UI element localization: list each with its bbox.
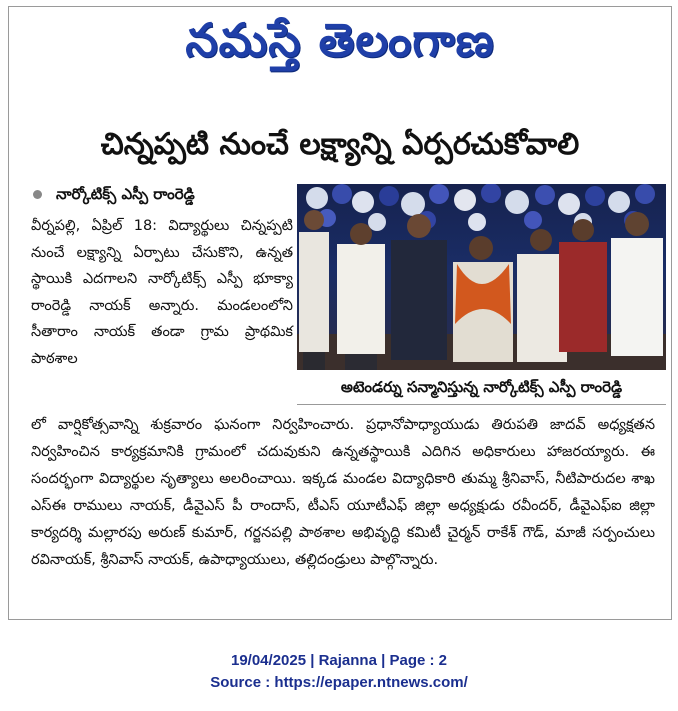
page-footer [0,650,678,694]
body-paragraph: లో వార్షికోత్సవాన్ని శుక్రవారం ఘనంగా నిర్వహించారు. ప్రధానోపాధ్యాయుడు తిరుపతి జాదవ్ అధ్యక్షతన నిర్వహించిన కార్యక్రమానికి గ్రామంలో చదువుకుని ఉన్నతస్థాయికి ఎదిగిన అధికారులు హాజరయ్యారు. ఈ సందర్భంగా విద్యార్థుల నృత్యాలు అలరించాయి. ఇక్కడ మండల విద్యాధికారి తుమ్మ శ్రీనివాస్, నీటిపారుదల శాఖ ఎస్ఈ రాములు నాయక్, డీవైఎస్ పీ రాందాస్, టీఎస్ యూటీఎఫ్ జిల్లా అధ్యక్షుడు రవీందర్, డీవైఎఫ్ఐ జిల్లా కార్యదర్శి మల్లారపు అరుణ్ కుమార్, గర్జనపల్లి పాఠశాల అభివృద్ధి కమిటీ చైర్మన్ రాకేశ్ గౌడ్, మాజీ సర్పంచులు రవినాయక్, శ్రీనివాస్ నాయక్, ఉపాధ్యాయులు, తల్లిదండ్రులు పాల్గొన్నారు. [31,417,655,568]
article-byline [33,183,195,205]
article-column-text [31,213,293,372]
newspaper-clipping [8,6,672,620]
column-paragraph: వీర్నపల్లి, ఏప్రిల్ 18: విద్యార్థులు చిన్నప్పటి నుంచే లక్ష్యాన్ని ఏర్పాటు చేసుకొని, ఉన్నత స్థాయికి ఎదగాలని నార్కోటిక్స్ ఎస్పీ భూక్యా రాంరెడ్డి నాయక్ అన్నారు. మండలంలోని సీతారాం నాయక్ తండా గ్రామ ప్రాథమిక పాఠశాల [31,218,293,367]
photo-illustration [297,184,666,370]
article-photo [297,184,666,370]
edition-line: 19/04/2025 | Rajanna | Page : 2 [230,652,447,669]
article-headline: చిన్నప్పటి నుంచే లక్ష్యాన్ని ఏర్పరచుకోవాలి [100,127,580,162]
article-photo-block [297,184,666,404]
source-line: Source : https://epaper.ntnews.com/ [210,674,468,691]
photo-caption: అటెండర్ను సన్మానిస్తున్న నార్కోటిక్స్ ఎస్పీ రాంరెడ్డి [297,370,666,405]
article-body-text [31,412,655,574]
byline-text: నార్కోటిక్స్ ఎస్పీ రాంరెడ్డి [56,185,195,203]
masthead-title: నమస్తే తెలంగాణ [185,13,495,67]
masthead [9,7,671,73]
bullet-icon [33,190,42,199]
